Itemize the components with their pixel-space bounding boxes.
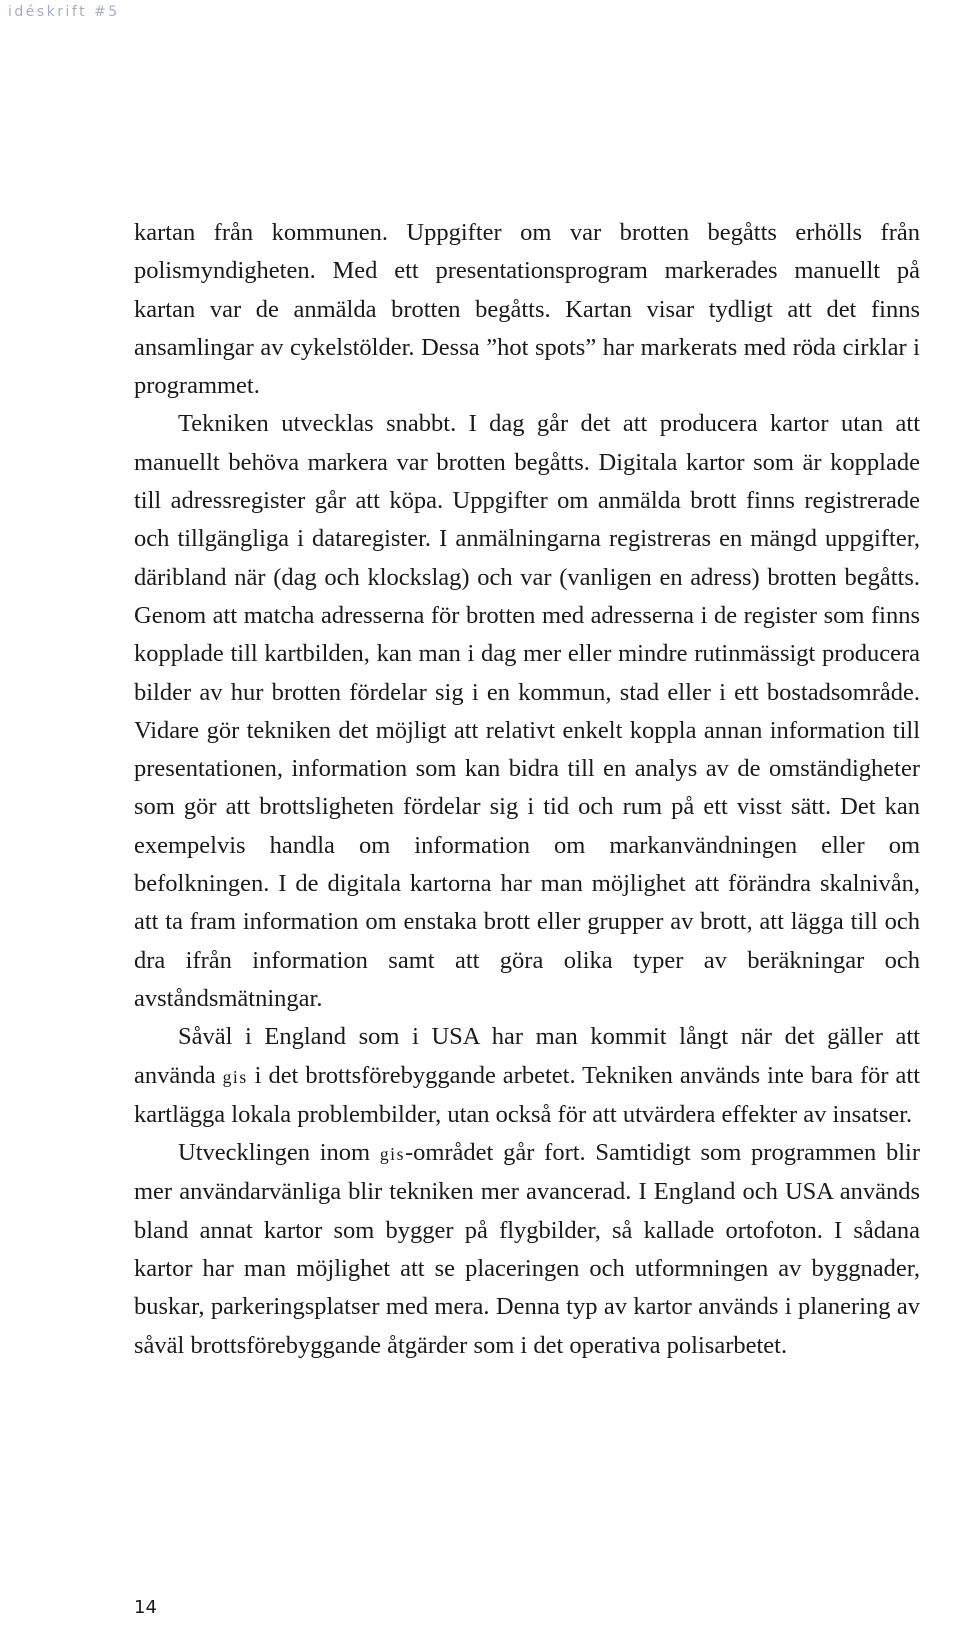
running-head: idéskrift #5 [8, 4, 120, 20]
paragraph-text: Tekniken utvecklas snabbt. I dag går det att producera kartor utan att manuellt behöva markera var brotten begåtts. Digitala kartor som är kopplade till adressregister går att köpa. Uppgifter om anmälda brott finns registrerade och tillgängliga i dataregister. I anmälningarna registreras en mängd uppgifter, däribland när (dag och klockslag) och var (vanligen en adress) brotten begåtts. Genom att matcha adresserna för brotten med adresserna i de register som finns kopplade till kartbilden, kan man i dag mer eller mindre rutinmässigt producera bilder av hur brotten fördelar sig i en kommun, stad eller i ett bostadsområde. Vidare gör tekniken det möjligt att relativt enkelt koppla annan information till presentationen, information som kan bidra till en analys av de omständigheter som gör att brottsligheten fördelar sig i tid och rum på ett visst sätt. Det kan exempelvis handla om information om markanvändningen eller om befolkningen. I de digitala kartorna har man möjlighet att förändra skalnivån, att ta fram information om enstaka brott eller grupper av brott, att lägga till och dra ifrån information samt att göra olika typer av beräkningar och avståndsmätningar. [134, 410, 920, 1012]
paragraph-3 [134, 1018, 920, 1134]
paragraph-1 [134, 214, 920, 405]
paragraph-text: kartan från kommunen. Uppgifter om var brotten begåtts erhölls från polismyndigheten. Med ett presentationsprogram markerades manuellt på kartan var de anmälda brotten begåtts. Kartan visar tydligt att det finns ansamlingar av cykelstölder. Dessa ”hot spots” har markerats med röda cirklar i programmet. [134, 219, 920, 400]
acronym-gis: gis [222, 1066, 248, 1087]
acronym-gis: gis [379, 1144, 405, 1165]
paragraph-text: Utvecklingen inom [178, 1139, 380, 1167]
paragraph-2 [134, 405, 920, 1018]
paragraph-text: i det brottsförebyggande arbetet. Tekniken används inte bara för att kartlägga lokala problembilder, utan också för att utvärdera effekter av insatser. [134, 1061, 921, 1128]
paragraph-text: -området går fort. Samtidigt som programmen blir mer användarvänliga blir tekniken mer avancerad. I England och USA används bland annat kartor som bygger på flygbilder, så kallade ortofoton. I sådana kartor har man möjlighet att se placeringen och utformningen av byggnader, buskar, parkeringsplatser med mera. Denna typ av kartor används i planering av såväl brottsförebyggande åtgärder som i det operativa polisarbetet. [134, 1139, 920, 1359]
body-text [134, 214, 920, 1365]
paragraph-text: Såväl i England som i USA har man kommit långt när det gäller att använda [134, 1023, 920, 1089]
paragraph-4 [134, 1134, 920, 1365]
page-number: 14 [134, 1597, 157, 1618]
